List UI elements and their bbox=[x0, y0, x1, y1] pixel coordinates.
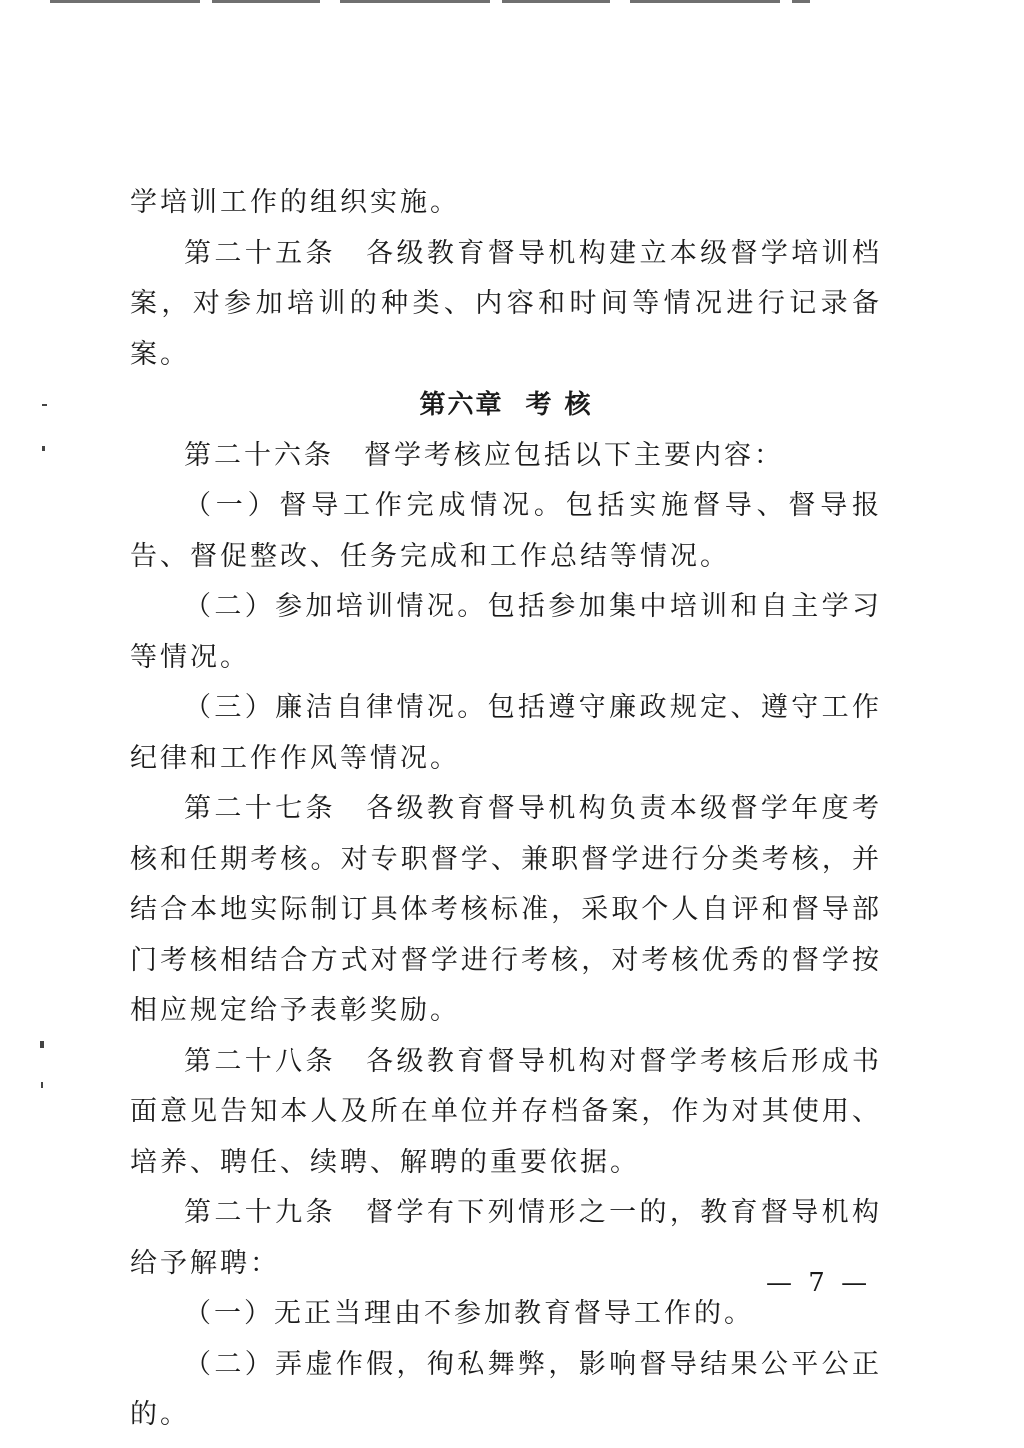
article-28: 第二十八条 各级教育督导机构对督学考核后形成书面意见告知本人及所在单位并存档备案，作为对其使用、培养、聘任、续聘、解聘的重要依据。 bbox=[130, 1045, 882, 1178]
scan-mark bbox=[41, 1082, 43, 1088]
chapter-number: 第六章 bbox=[419, 390, 504, 420]
list-item: （三）廉洁自律情况。包括遵守廉政规定、遵守工作纪律和工作作风等情况。 bbox=[130, 692, 882, 774]
list-item: （一）无正当理由不参加教育督导工作的。 bbox=[184, 1298, 754, 1329]
article-25: 第二十五条 各级教育督导机构建立本级督学培训档案，对参加培训的种类、内容和时间等情况进行记录备案。 bbox=[130, 237, 882, 370]
scan-mark bbox=[42, 446, 45, 451]
page-number: — 7 — bbox=[766, 1268, 872, 1298]
document-body bbox=[130, 178, 882, 1441]
chapter-name: 考 核 bbox=[525, 390, 593, 420]
article-29: 第二十九条 督学有下列情形之一的，教育督导机构给予解聘： bbox=[130, 1197, 882, 1279]
article-26: 第二十六条 督学考核应包括以下主要内容： bbox=[184, 439, 784, 471]
list-item: （二）弄虚作假，徇私舞弊，影响督导结果公平公正的。 bbox=[130, 1348, 882, 1430]
list-item: （二）参加培训情况。包括参加集中培训和自主学习等情况。 bbox=[130, 591, 882, 673]
scan-mark bbox=[40, 1041, 44, 1048]
paragraph: 学培训工作的组织实施。 bbox=[130, 187, 460, 218]
scan-mark bbox=[42, 404, 47, 406]
list-item: （一）督导工作完成情况。包括实施督导、督导报告、督促整改、任务完成和工作总结等情况。 bbox=[130, 490, 882, 572]
article-27: 第二十七条 各级教育督导机构负责本级督学年度考核和任期考核。对专职督学、兼职督学进行分类考核，并结合本地实际制订具体考核标准，采取个人自评和督导部门考核相结合方式对督学进行考核，对考核优秀的督学按相应规定给予表彰奖励。 bbox=[130, 793, 882, 1026]
chapter-heading bbox=[130, 380, 882, 431]
scan-edge-artifact bbox=[50, 0, 810, 3]
